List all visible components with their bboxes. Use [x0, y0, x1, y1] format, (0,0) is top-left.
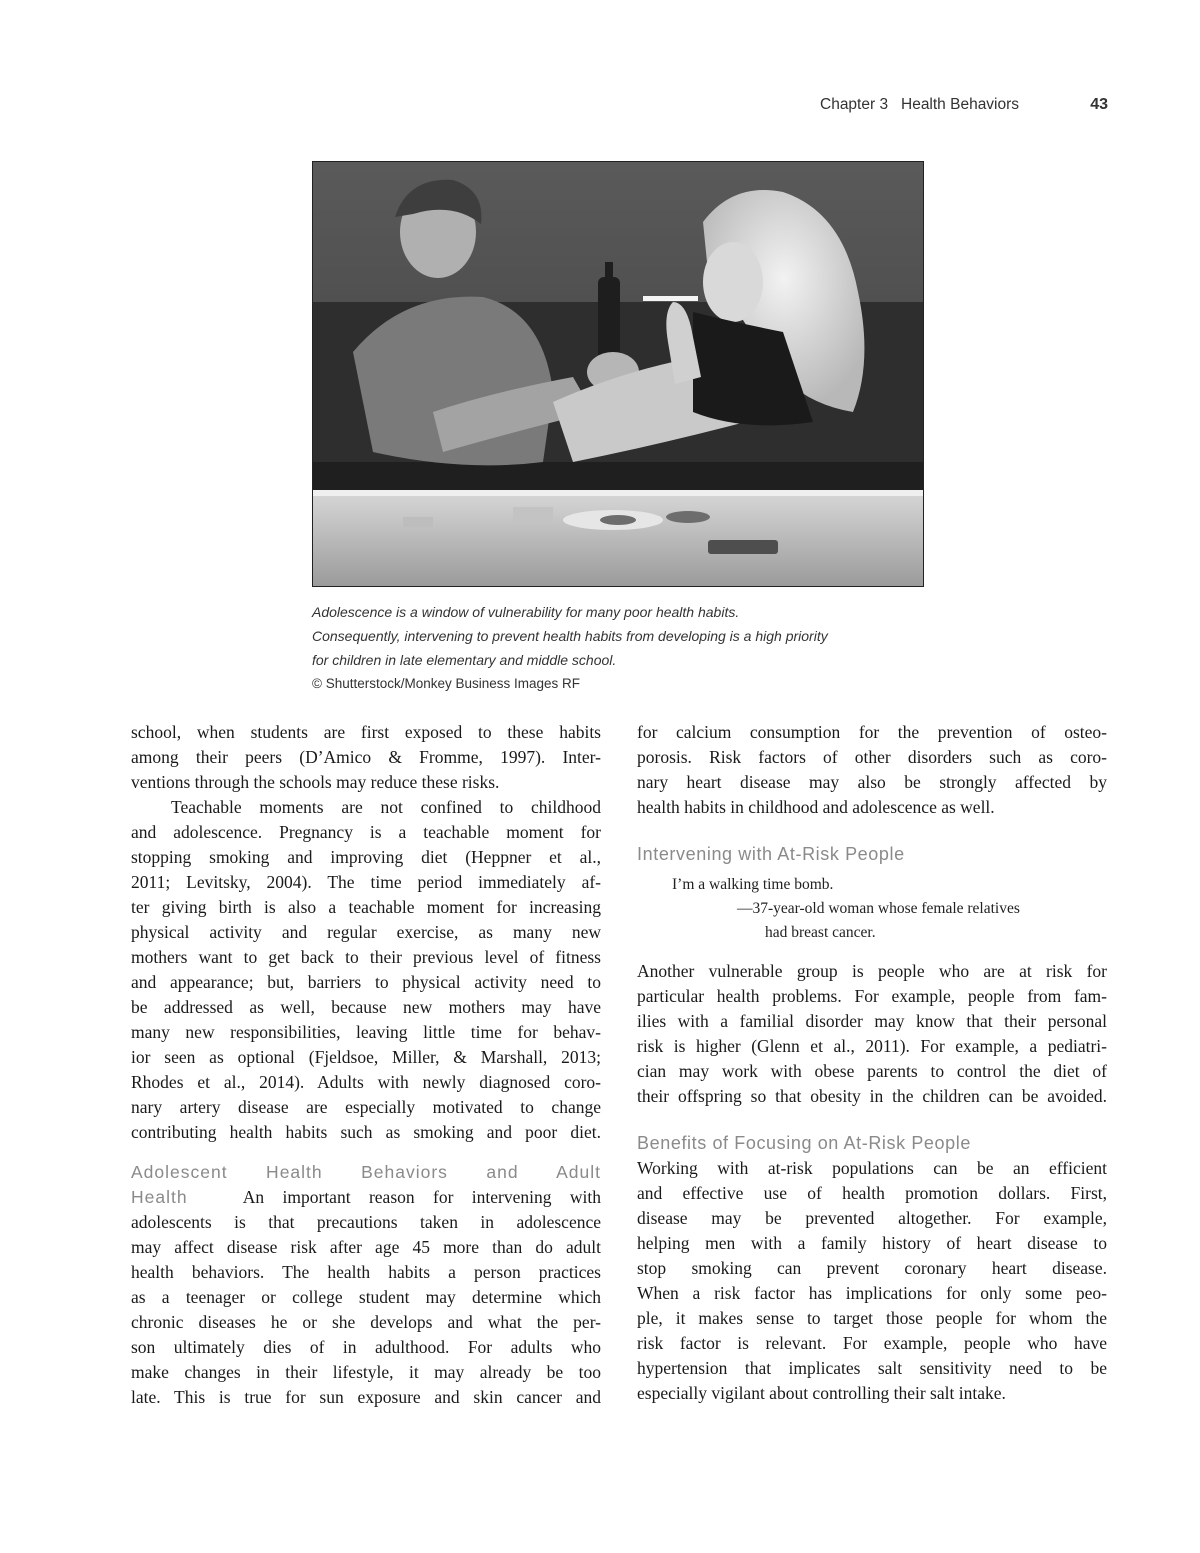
text-line: health habits in childhood and adolescence as well.	[637, 797, 995, 817]
text-line: ilies with a familial disorder may know that their personal	[637, 1011, 1107, 1031]
text-line: Working with at-risk populations can be an efficient	[637, 1158, 1107, 1178]
text-line: chronic diseases he or she develops and what the per-	[131, 1312, 601, 1332]
photo-illustration	[313, 162, 924, 587]
text-line: make changes in their lifestyle, it may already be too	[131, 1362, 601, 1382]
text-line: adolescents is that precautions taken in adolescence	[131, 1212, 601, 1232]
text-line: and appearance; but, barriers to physical activity need to	[131, 972, 601, 992]
text-line: for calcium consumption for the prevention of osteo-	[637, 722, 1107, 742]
chapter-title: Health Behaviors	[901, 96, 1020, 113]
text-line: many new responsibilities, leaving little time for behav-	[131, 1022, 601, 1042]
text-line: and adolescence. Pregnancy is a teachable moment for	[131, 822, 601, 842]
figure-caption	[312, 600, 952, 672]
text-line: and effective use of health promotion dollars. First,	[637, 1183, 1107, 1203]
text-line: nary artery disease are especially motivated to change	[131, 1097, 601, 1117]
text-line: ventions through the schools may reduce these risks.	[131, 772, 500, 792]
text-line: disease may be prevented altogether. For example,	[637, 1208, 1107, 1228]
epigraph-attribution-cont: had breast cancer.	[765, 924, 876, 941]
text-line: mothers want to get back to their previous level of fitness	[131, 947, 601, 967]
text-line: cian may work with obese parents to control the diet of	[637, 1061, 1107, 1081]
photo-credit: © Shutterstock/Monkey Business Images RF	[312, 676, 581, 691]
text-line: Rhodes et al., 2014). Adults with newly diagnosed coro-	[131, 1072, 601, 1092]
epigraph-attribution: —37-year-old woman whose female relatives	[737, 900, 1020, 917]
epigraph-quote: I’m a walking time bomb.	[672, 876, 834, 893]
text-line: ter giving birth is also a teachable moment for increasing	[131, 897, 601, 917]
subheading-adolescent-cont: Health	[131, 1187, 188, 1207]
text-line: school, when students are first exposed to these habits	[131, 722, 601, 742]
text-line: helping men with a family history of heart disease to	[637, 1233, 1107, 1253]
text-line: particular health problems. For example, people from fam-	[637, 986, 1107, 1006]
text-line: 2011; Levitsky, 2004). The time period immediately af-	[131, 872, 601, 892]
chapter-number: Chapter 3	[820, 96, 889, 113]
section-heading: Intervening with At-Risk People	[637, 844, 905, 864]
text-line	[131, 1185, 601, 1210]
figure-photo	[312, 161, 924, 587]
text-line: Teachable moments are not confined to childhood	[171, 797, 601, 817]
caption-line: Adolescence is a window of vulnerability for many poor health habits.	[312, 604, 740, 620]
text-line: stopping smoking and improving diet (Heppner et al.,	[131, 847, 601, 867]
right-column	[637, 720, 1107, 1406]
text-line: late. This is true for sun exposure and skin cancer and	[131, 1387, 601, 1407]
run-in-subheading-line	[131, 1160, 601, 1185]
subheading-adolescent: Adolescent Health Behaviors and Adult	[131, 1162, 601, 1182]
text-line: ple, it makes sense to target those people for whom the	[637, 1308, 1107, 1328]
text-line: When a risk factor has implications for only some peo-	[637, 1283, 1107, 1303]
text-line: risk is higher (Glenn et al., 2011). For example, a pediatri-	[637, 1036, 1107, 1056]
text-line: contributing health habits such as smoking and poor diet.	[131, 1122, 601, 1142]
text-line: be addressed as well, because new mothers may have	[131, 997, 601, 1017]
text-line: their offspring so that obesity in the children can be avoided.	[637, 1086, 1107, 1106]
text-line: risk factor is relevant. For example, people who have	[637, 1333, 1107, 1353]
text-line: nary heart disease may also be strongly affected by	[637, 772, 1107, 792]
text-line: among their peers (D’Amico & Fromme, 1997). Inter-	[131, 747, 601, 767]
text-line: as a teenager or college student may determine which	[131, 1287, 601, 1307]
text-line: hypertension that implicates salt sensitivity need to be	[637, 1358, 1107, 1378]
page-number: 43	[1090, 96, 1108, 113]
text-line: stop smoking can prevent coronary heart disease.	[637, 1258, 1107, 1278]
text-line: health behaviors. The health habits a person practices	[131, 1262, 601, 1282]
text-line: ior seen as optional (Fjeldsoe, Miller, & Marshall, 2013;	[131, 1047, 601, 1067]
subheading-benefits: Benefits of Focusing on At-Risk People	[637, 1133, 971, 1153]
text-line: Another vulnerable group is people who are at risk for	[637, 961, 1107, 981]
text-line: physical activity and regular exercise, as many new	[131, 922, 601, 942]
paragraph-start: An important reason for intervening with	[242, 1187, 601, 1207]
caption-line: for children in late elementary and middle school.	[312, 652, 617, 668]
text-line: son ultimately dies of in adulthood. For adults who	[131, 1337, 601, 1357]
text-line: may affect disease risk after age 45 more than do adult	[131, 1237, 601, 1257]
chapter-label	[820, 96, 1019, 114]
text-line: especially vigilant about controlling their salt intake.	[637, 1383, 1006, 1403]
left-column	[131, 720, 601, 1410]
caption-line: Consequently, intervening to prevent health habits from developing is a high priority	[312, 628, 828, 644]
text-line: porosis. Risk factors of other disorders such as coro-	[637, 747, 1107, 767]
